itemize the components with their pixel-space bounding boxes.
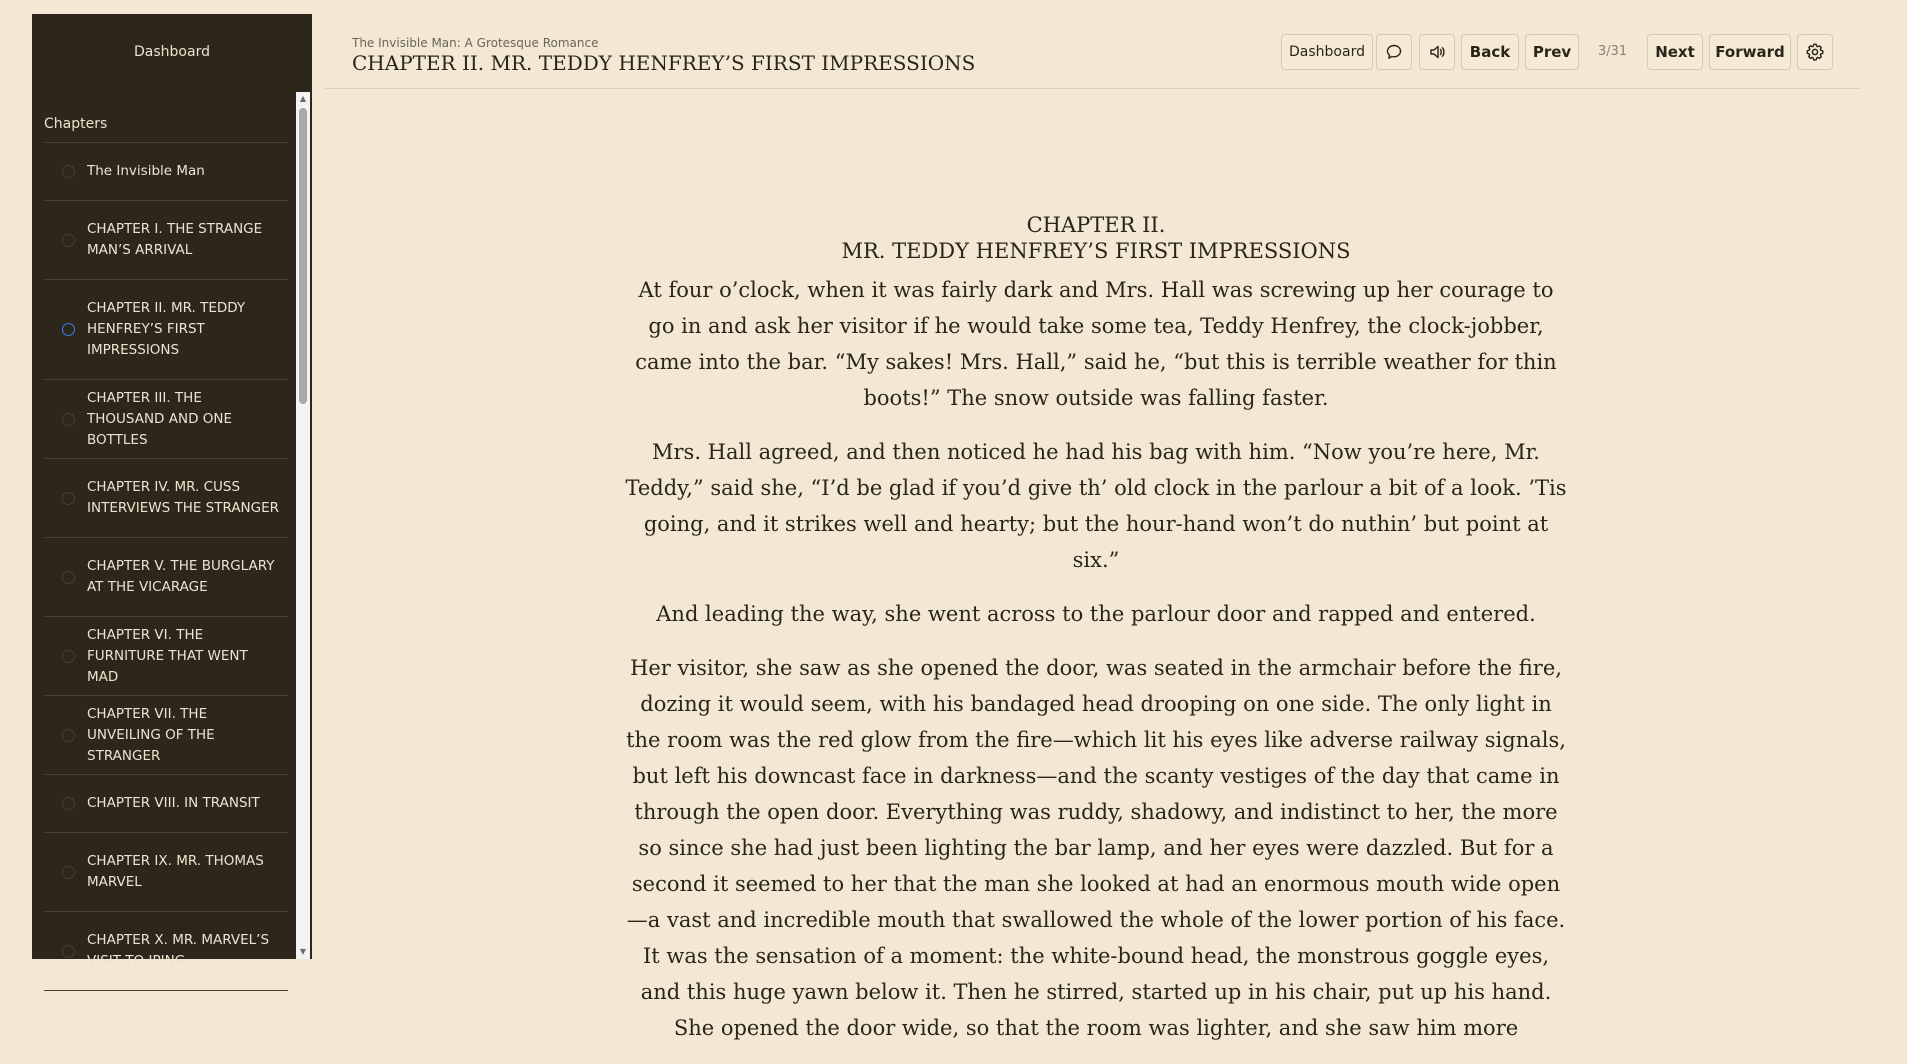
comment-button[interactable] — [1376, 34, 1412, 70]
reader-header — [325, 14, 1861, 89]
chapter-label: CHAPTER V. THE BURGLARY AT THE VICARAGE — [87, 558, 275, 595]
chapter-content — [625, 212, 1567, 1064]
sidebar-scrollbar[interactable] — [296, 92, 310, 959]
chapter-list — [32, 92, 312, 991]
chapter-radio-icon[interactable] — [62, 866, 75, 879]
speaker-icon — [1428, 43, 1446, 61]
chapter-label: CHAPTER VII. THE UNVEILING OF THE STRANGER — [87, 705, 215, 764]
sidebar-chapter-item[interactable] — [44, 459, 288, 538]
chapter-label: CHAPTER IV. MR. CUSS INTERVIEWS THE STRANGER — [87, 479, 280, 516]
scrollbar-thumb[interactable] — [299, 108, 307, 404]
chapter-radio-icon[interactable] — [62, 797, 75, 810]
scroll-down-icon[interactable]: ▼ — [299, 947, 307, 956]
sidebar-chapter-item[interactable] — [44, 280, 288, 380]
chapter-radio-icon[interactable] — [62, 945, 75, 958]
chapter-label: The Invisible Man — [87, 163, 205, 179]
chapter-radio-icon[interactable] — [62, 323, 75, 336]
audio-button[interactable] — [1419, 34, 1455, 70]
chapter-label: CHAPTER VIII. IN TRANSIT — [87, 795, 260, 811]
chapter-heading-title: MR. TEDDY HENFREY’S FIRST IMPRESSIONS — [841, 239, 1351, 263]
chapter-radio-icon[interactable] — [62, 571, 75, 584]
sidebar-chapter-item[interactable] — [44, 201, 288, 280]
chapter-label: CHAPTER II. MR. TEDDY HENFREY’S FIRST IMPRESSIONS — [87, 300, 246, 358]
chapter-radio-icon[interactable] — [62, 729, 75, 742]
page-title: CHAPTER II. MR. TEDDY HENFREY’S FIRST IMPRESSIONS — [352, 51, 976, 75]
paragraph: Her visitor, she saw as she opened the door, was seated in the armchair before the fire, dozing it would seem, with his bandaged head drooping on one side. The only light in the room was the red glow from the fire—which lit his eyes like adverse railway signals, but left his downcast face in darkness—and the scanty vestiges of the day that came in through the open door. Everything was ruddy, shadowy, and indistinct to her, the more so since she had just been lighting the bar lamp, and her eyes were dazzled. But for a second it seemed to her that the man she looked at had an enormous mouth wide open—a vast and incredible mouth that swallowed the whole of the lower portion of his face. It was the sensation of a moment: the white-bound head, the monstrous goggle eyes, and this huge yawn below it. Then he stirred, started up in his chair, put up his hand. She opened the door wide, so that the room was lighter, and she saw him more — [626, 656, 1566, 1040]
sidebar — [32, 14, 312, 969]
chapter-label: CHAPTER I. THE STRANGE MAN’S ARRIVAL — [87, 221, 263, 258]
chapter-radio-icon[interactable] — [62, 650, 75, 663]
sidebar-chapter-item[interactable] — [44, 912, 288, 991]
settings-button[interactable] — [1797, 34, 1833, 70]
gear-icon — [1805, 42, 1825, 62]
chapter-radio-icon[interactable] — [62, 413, 75, 426]
sidebar-chapter-item[interactable] — [44, 143, 288, 201]
sidebar-chapter-item[interactable] — [44, 696, 288, 775]
chapter-heading-number: CHAPTER II. — [1026, 213, 1166, 237]
back-button[interactable]: Back — [1461, 34, 1519, 70]
chapter-radio-icon[interactable] — [62, 234, 75, 247]
sidebar-chapter-item[interactable] — [44, 833, 288, 912]
chapter-radio-icon[interactable] — [62, 492, 75, 505]
page-indicator: 3/31 — [1598, 44, 1628, 59]
book-title: The Invisible Man: A Grotesque Romance — [352, 36, 599, 50]
next-button[interactable]: Next — [1647, 34, 1703, 70]
prev-button[interactable]: Prev — [1525, 34, 1579, 70]
sidebar-dashboard-link[interactable]: Dashboard — [134, 44, 210, 60]
paragraph: And leading the way, she went across to the parlour door and rapped and entered. — [656, 602, 1536, 626]
dashboard-button[interactable]: Dashboard — [1281, 34, 1373, 70]
sidebar-chapter-item[interactable] — [44, 775, 288, 833]
chapter-label: CHAPTER III. THE THOUSAND AND ONE BOTTLES — [87, 389, 233, 448]
chapter-radio-icon[interactable] — [62, 165, 75, 178]
paragraph: Mrs. Hall agreed, and then noticed he had his bag with him. “Now you’re here, Mr. Teddy,” said she, “I’d be glad if you’d give th’ old clock in the parlour a bit of a look. ’Tis going, and it strikes well and hearty; but the hour-hand won’t do nuthin’ but point at six.” — [625, 440, 1567, 572]
sidebar-chapter-item[interactable] — [44, 617, 288, 696]
chapter-label: CHAPTER X. MR. MARVEL’S VISIT TO IPING — [87, 932, 270, 969]
paragraph: At four o’clock, when it was fairly dark and Mrs. Hall was screwing up her courage to go in and ask her visitor if he would take some tea, Teddy Henfrey, the clock-jobber, came into the bar. “My sakes! Mrs. Hall,” said he, “but this is terrible weather for thin boots!” The snow outside was falling faster. — [635, 278, 1557, 410]
chapter-label: CHAPTER VI. THE FURNITURE THAT WENT MAD — [87, 626, 248, 685]
sidebar-chapter-item[interactable] — [44, 380, 288, 459]
speech-bubble-icon — [1385, 43, 1403, 61]
chapters-heading: Chapters — [44, 92, 288, 143]
sidebar-chapter-item[interactable] — [44, 538, 288, 617]
chapter-heading — [625, 212, 1567, 264]
scroll-up-icon[interactable]: ▲ — [299, 94, 307, 103]
chapter-list-container — [32, 92, 312, 969]
chapter-label: CHAPTER IX. MR. THOMAS MARVEL — [87, 853, 264, 890]
forward-button[interactable]: Forward — [1709, 34, 1791, 70]
